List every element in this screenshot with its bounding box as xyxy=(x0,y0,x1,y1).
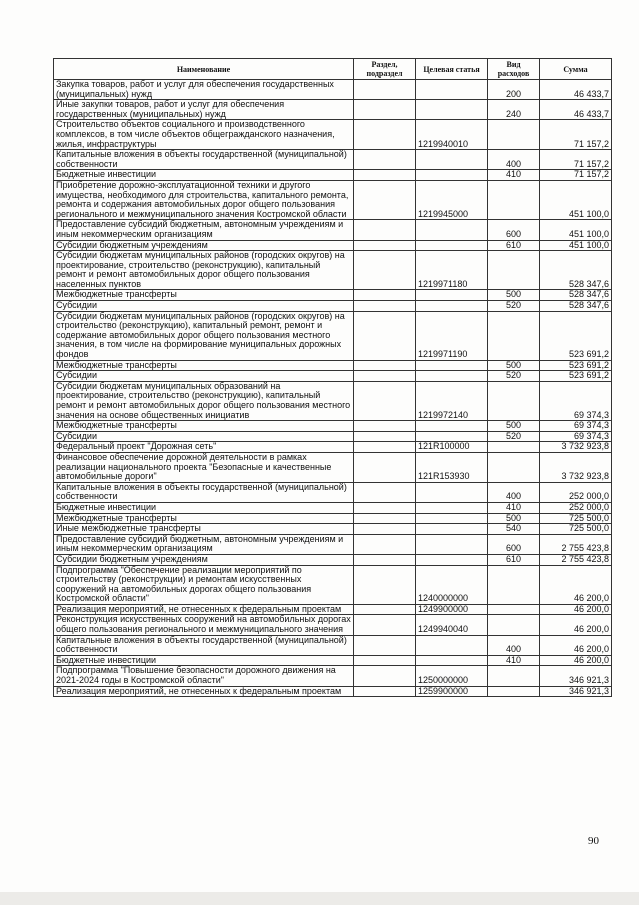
row-section xyxy=(354,604,416,615)
row-sum: 451 100,0 xyxy=(540,220,612,240)
row-sum: 46 433,7 xyxy=(540,80,612,100)
row-target xyxy=(416,100,488,120)
row-sum: 71 157,2 xyxy=(540,170,612,181)
row-target: 1219971190 xyxy=(416,311,488,360)
row-section xyxy=(354,431,416,442)
row-kind xyxy=(488,452,540,482)
row-section xyxy=(354,301,416,312)
row-name: Иные закупки товаров, работ и услуг для обеспечения государственных (муниципальных) нужд xyxy=(54,100,354,120)
row-kind: 500 xyxy=(488,421,540,432)
row-section xyxy=(354,120,416,150)
table-row xyxy=(54,150,612,170)
row-target xyxy=(416,524,488,535)
row-kind: 400 xyxy=(488,635,540,655)
row-sum: 2 755 423,8 xyxy=(540,554,612,565)
row-target xyxy=(416,290,488,301)
table-row xyxy=(54,220,612,240)
row-sum: 46 433,7 xyxy=(540,100,612,120)
row-target: 1219945000 xyxy=(416,180,488,219)
row-section xyxy=(354,442,416,453)
row-section xyxy=(354,180,416,219)
row-kind: 410 xyxy=(488,655,540,666)
row-kind xyxy=(488,565,540,604)
row-sum: 252 000,0 xyxy=(540,502,612,513)
table-row xyxy=(54,381,612,420)
row-section xyxy=(354,554,416,565)
row-sum: 46 200,0 xyxy=(540,655,612,666)
row-target xyxy=(416,534,488,554)
row-kind: 240 xyxy=(488,100,540,120)
row-target xyxy=(416,655,488,666)
row-section xyxy=(354,290,416,301)
table-row xyxy=(54,120,612,150)
table-row xyxy=(54,655,612,666)
row-sum: 69 374,3 xyxy=(540,431,612,442)
row-section xyxy=(354,615,416,635)
row-sum: 725 500,0 xyxy=(540,513,612,524)
row-sum: 46 200,0 xyxy=(540,565,612,604)
row-sum: 523 691,2 xyxy=(540,360,612,371)
row-kind: 400 xyxy=(488,482,540,502)
row-kind xyxy=(488,604,540,615)
row-section xyxy=(354,502,416,513)
row-section xyxy=(354,524,416,535)
row-kind xyxy=(488,442,540,453)
table-row xyxy=(54,360,612,371)
row-section xyxy=(354,452,416,482)
row-target xyxy=(416,360,488,371)
row-section xyxy=(354,666,416,686)
row-sum: 71 157,2 xyxy=(540,150,612,170)
row-name: Межбюджетные трансферты xyxy=(54,290,354,301)
row-section xyxy=(354,513,416,524)
table-row xyxy=(54,371,612,382)
table-row xyxy=(54,421,612,432)
row-name: Капитальные вложения в объекты государственной (муниципальной) собственности xyxy=(54,635,354,655)
row-name: Межбюджетные трансферты xyxy=(54,513,354,524)
table-row xyxy=(54,554,612,565)
table-row xyxy=(54,513,612,524)
table-row xyxy=(54,482,612,502)
row-section xyxy=(354,371,416,382)
row-section xyxy=(354,170,416,181)
table-row xyxy=(54,290,612,301)
row-name: Субсидии бюджетам муниципальных районов (городских округов) на проектирование, строительство (реконструкцию), капитальный ремонт и ремонт автомобильных дорог общего пользования населенных пунктов xyxy=(54,251,354,290)
row-kind: 410 xyxy=(488,502,540,513)
row-kind: 500 xyxy=(488,360,540,371)
table-row xyxy=(54,502,612,513)
row-section xyxy=(354,655,416,666)
row-target: 1250000000 xyxy=(416,666,488,686)
table-row xyxy=(54,452,612,482)
table-row xyxy=(54,565,612,604)
row-name: Бюджетные инвестиции xyxy=(54,502,354,513)
row-section xyxy=(354,150,416,170)
row-section xyxy=(354,534,416,554)
row-kind: 540 xyxy=(488,524,540,535)
page-number: 90 xyxy=(588,835,599,847)
row-section xyxy=(354,686,416,697)
row-kind xyxy=(488,615,540,635)
row-section xyxy=(354,240,416,251)
row-target xyxy=(416,80,488,100)
row-name: Финансовое обеспечение дорожной деятельности в рамках реализации национального проекта "Безопасные и качественные автомобильные дороги" xyxy=(54,452,354,482)
row-name: Предоставление субсидий бюджетным, автономным учреждениям и иным некоммерческим организациям xyxy=(54,220,354,240)
row-sum: 523 691,2 xyxy=(540,311,612,360)
row-target: 121R100000 xyxy=(416,442,488,453)
row-name: Подпрограмма "Обеспечение реализации мероприятий по строительству (реконструкции) и ремонтам искусственных сооружений на автомобильных дорогах общего пользования Костромской области" xyxy=(54,565,354,604)
row-target xyxy=(416,635,488,655)
row-name: Субсидии xyxy=(54,431,354,442)
row-section xyxy=(354,220,416,240)
row-sum: 528 347,6 xyxy=(540,301,612,312)
row-target: 121R153930 xyxy=(416,452,488,482)
row-sum: 346 921,3 xyxy=(540,686,612,697)
row-sum: 451 100,0 xyxy=(540,180,612,219)
table-row xyxy=(54,251,612,290)
row-name: Капитальные вложения в объекты государственной (муниципальной) собственности xyxy=(54,150,354,170)
row-kind xyxy=(488,251,540,290)
row-sum: 71 157,2 xyxy=(540,120,612,150)
row-name: Субсидии бюджетам муниципальных образований на проектирование, строительство (реконструкцию), капитальный ремонт и ремонт автомобильных дорог общего пользования местного значения на основе общественных инициатив xyxy=(54,381,354,420)
row-kind: 500 xyxy=(488,513,540,524)
row-kind xyxy=(488,686,540,697)
row-target: 1219940010 xyxy=(416,120,488,150)
row-name: Реализация мероприятий, не отнесенных к федеральным проектам xyxy=(54,604,354,615)
row-name: Субсидии бюджетным учреждениям xyxy=(54,554,354,565)
row-name: Реконструкция искусственных сооружений на автомобильных дорогах общего пользования регионального и межмуниципального значения xyxy=(54,615,354,635)
row-sum: 69 374,3 xyxy=(540,421,612,432)
row-target xyxy=(416,502,488,513)
row-sum: 725 500,0 xyxy=(540,524,612,535)
row-sum: 3 732 923,8 xyxy=(540,442,612,453)
table-row xyxy=(54,524,612,535)
row-kind xyxy=(488,381,540,420)
row-target xyxy=(416,371,488,382)
header-kind: Вид расходов xyxy=(488,59,540,80)
row-target xyxy=(416,513,488,524)
table-row xyxy=(54,311,612,360)
row-name: Федеральный проект "Дорожная сеть" xyxy=(54,442,354,453)
table-row xyxy=(54,534,612,554)
row-section xyxy=(354,311,416,360)
row-name: Субсидии xyxy=(54,371,354,382)
row-sum: 2 755 423,8 xyxy=(540,534,612,554)
header-sum: Сумма xyxy=(540,59,612,80)
row-name: Реализация мероприятий, не отнесенных к федеральным проектам xyxy=(54,686,354,697)
table-row xyxy=(54,666,612,686)
table-row xyxy=(54,635,612,655)
table-row xyxy=(54,80,612,100)
row-sum: 523 691,2 xyxy=(540,371,612,382)
row-name: Капитальные вложения в объекты государственной (муниципальной) собственности xyxy=(54,482,354,502)
row-sum: 252 000,0 xyxy=(540,482,612,502)
row-target xyxy=(416,170,488,181)
row-target: 1219971180 xyxy=(416,251,488,290)
row-name: Субсидии бюджетам муниципальных районов (городских округов) на строительство (реконструкцию), капитальный ремонт, ремонт и содержание автомобильных дорог общего пользования местного значения, в том числе на формирование муниципальных дорожных фондов xyxy=(54,311,354,360)
table-row xyxy=(54,301,612,312)
row-kind xyxy=(488,311,540,360)
row-name: Предоставление субсидий бюджетным, автономным учреждениям и иным некоммерческим организациям xyxy=(54,534,354,554)
row-target xyxy=(416,482,488,502)
table-header-row xyxy=(54,59,612,80)
row-kind: 610 xyxy=(488,554,540,565)
header-section: Раздел, подраздел xyxy=(354,59,416,80)
table-row xyxy=(54,180,612,219)
row-target xyxy=(416,301,488,312)
row-kind: 520 xyxy=(488,301,540,312)
row-name: Бюджетные инвестиции xyxy=(54,655,354,666)
row-kind: 410 xyxy=(488,170,540,181)
table-row xyxy=(54,604,612,615)
row-target: 1249940040 xyxy=(416,615,488,635)
row-name: Межбюджетные трансферты xyxy=(54,360,354,371)
row-kind: 200 xyxy=(488,80,540,100)
row-sum: 3 732 923,8 xyxy=(540,452,612,482)
row-kind: 500 xyxy=(488,290,540,301)
row-kind: 400 xyxy=(488,150,540,170)
row-name: Субсидии xyxy=(54,301,354,312)
row-section xyxy=(354,251,416,290)
row-sum: 46 200,0 xyxy=(540,604,612,615)
row-target xyxy=(416,150,488,170)
row-target xyxy=(416,554,488,565)
row-section xyxy=(354,565,416,604)
table-row xyxy=(54,100,612,120)
row-name: Межбюджетные трансферты xyxy=(54,421,354,432)
row-target: 1249900000 xyxy=(416,604,488,615)
header-target: Целевая статья xyxy=(416,59,488,80)
row-sum: 346 921,3 xyxy=(540,666,612,686)
row-sum: 528 347,6 xyxy=(540,251,612,290)
row-sum: 69 374,3 xyxy=(540,381,612,420)
row-kind: 520 xyxy=(488,371,540,382)
row-target xyxy=(416,240,488,251)
row-name: Бюджетные инвестиции xyxy=(54,170,354,181)
budget-table xyxy=(53,58,612,697)
table-row xyxy=(54,431,612,442)
row-name: Субсидии бюджетным учреждениям xyxy=(54,240,354,251)
row-section xyxy=(354,635,416,655)
row-target: 1240000000 xyxy=(416,565,488,604)
row-sum: 451 100,0 xyxy=(540,240,612,251)
header-name: Наименование xyxy=(54,59,354,80)
table-row xyxy=(54,240,612,251)
row-section xyxy=(354,360,416,371)
row-sum: 528 347,6 xyxy=(540,290,612,301)
table-row xyxy=(54,170,612,181)
row-section xyxy=(354,421,416,432)
row-kind: 600 xyxy=(488,534,540,554)
row-target: 1219972140 xyxy=(416,381,488,420)
row-target xyxy=(416,220,488,240)
row-section xyxy=(354,100,416,120)
row-kind: 600 xyxy=(488,220,540,240)
row-section xyxy=(354,482,416,502)
table-row xyxy=(54,686,612,697)
row-name: Подпрограмма "Повышение безопасности дорожного движения на 2021-2024 годы в Костромской области" xyxy=(54,666,354,686)
row-kind xyxy=(488,180,540,219)
row-target xyxy=(416,421,488,432)
row-kind xyxy=(488,666,540,686)
row-name: Иные межбюджетные трансферты xyxy=(54,524,354,535)
row-kind: 610 xyxy=(488,240,540,251)
row-sum: 46 200,0 xyxy=(540,635,612,655)
row-section xyxy=(354,80,416,100)
row-target: 1259900000 xyxy=(416,686,488,697)
row-sum: 46 200,0 xyxy=(540,615,612,635)
row-kind xyxy=(488,120,540,150)
row-kind: 520 xyxy=(488,431,540,442)
row-section xyxy=(354,381,416,420)
row-name: Строительство объектов социального и производственного комплексов, в том числе объектов общегражданского назначения, жилья, инфраструктуры xyxy=(54,120,354,150)
table-row xyxy=(54,615,612,635)
row-name: Закупка товаров, работ и услуг для обеспечения государственных (муниципальных) нужд xyxy=(54,80,354,100)
scan-edge xyxy=(0,892,639,905)
table-row xyxy=(54,442,612,453)
row-name: Приобретение дорожно-эксплуатационной техники и другого имущества, необходимого для строительства, капитального ремонта, ремонта и содержания автомобильных дорог общего пользования регионального и межмуниципального значения Костромской области xyxy=(54,180,354,219)
row-target xyxy=(416,431,488,442)
